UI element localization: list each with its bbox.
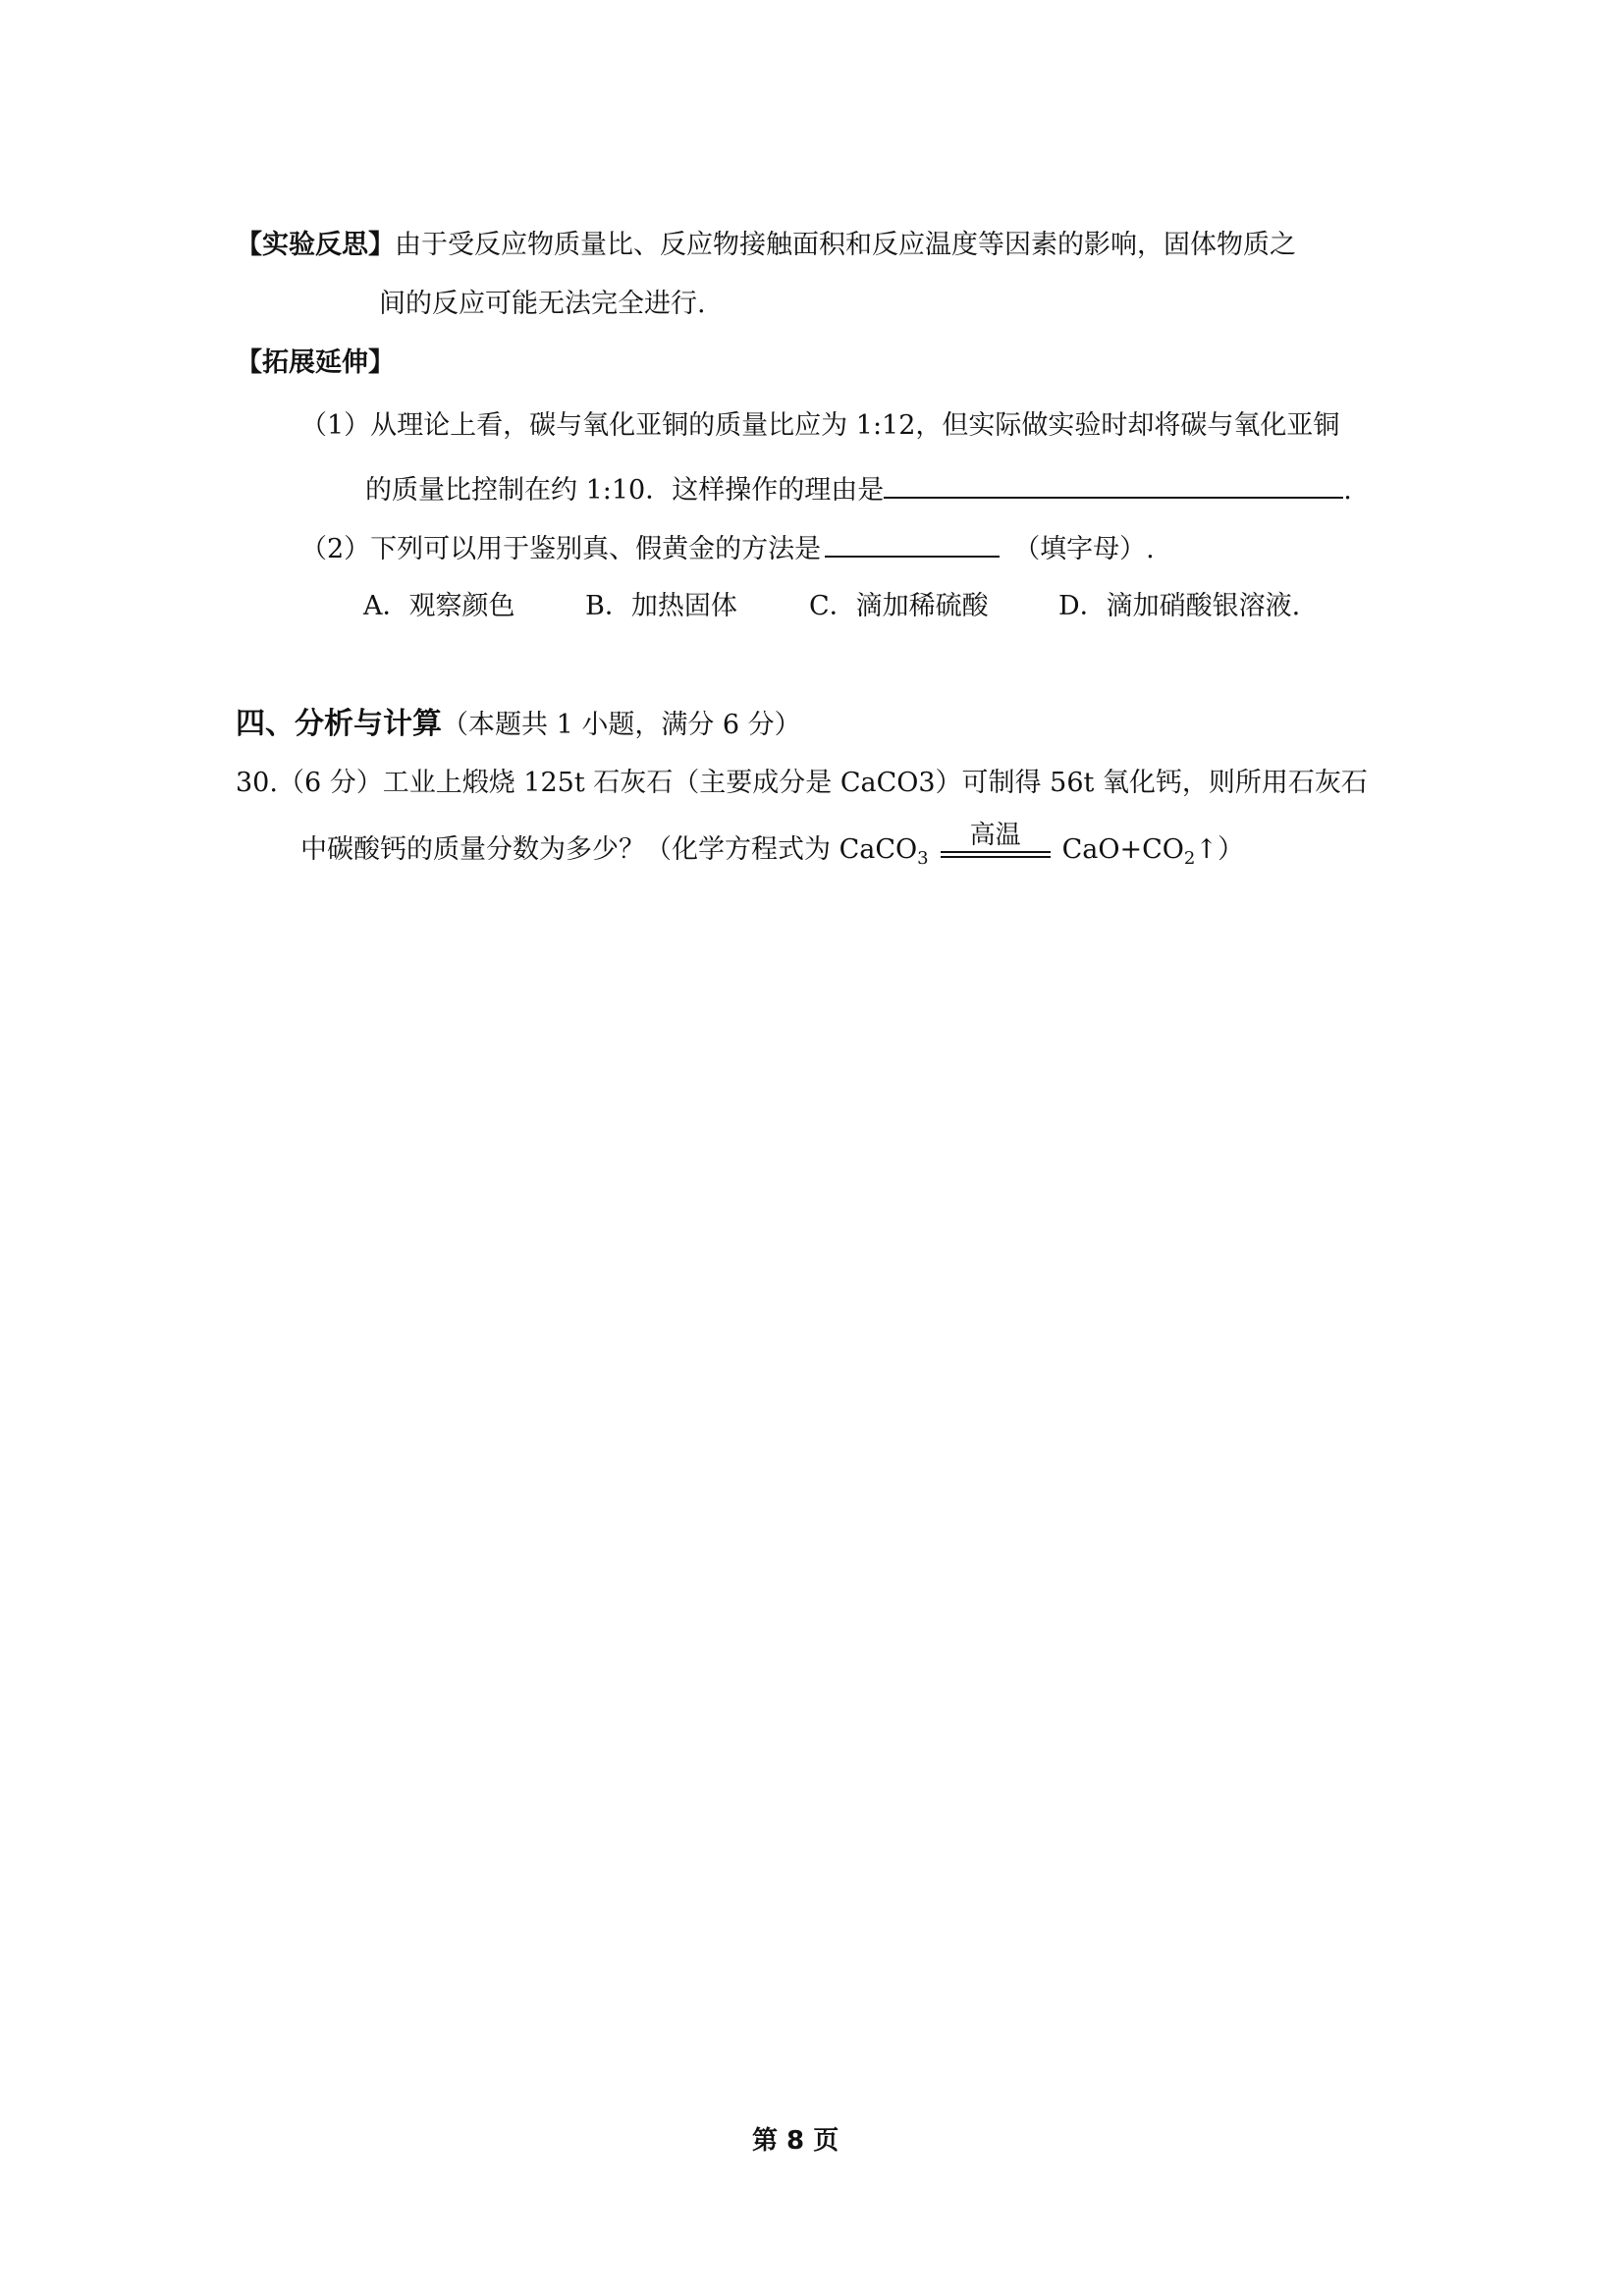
extension-q1-line-2	[365, 467, 1352, 508]
section-4-note: （本题共 1 小题，满分 6 分）	[442, 710, 801, 740]
q30-sub-3: 3	[917, 848, 929, 869]
q30-sub-2: 2	[1183, 848, 1196, 869]
reaction-condition-label: 高温	[969, 820, 1021, 850]
q30-arrow: ↑）	[1195, 834, 1244, 865]
reflection-line-1	[236, 228, 1296, 263]
extension-q1-line-1: （1）从理论上看，碳与氧化亚铜的质量比应为 1:12，但实际做实验时却将碳与氧化亚铜	[300, 410, 1340, 441]
extension-q1-text: 的质量比控制在约 1:10．这样操作的理由是	[365, 475, 885, 506]
q30-text: 中碳酸钙的质量分数为多少？（化学方程式为 CaCO	[300, 834, 918, 865]
extension-q2-text: （2）下列可以用于鉴别真、假黄金的方法是	[300, 534, 822, 564]
section-4-title: 四、分析与计算	[236, 707, 442, 741]
q30-product: CaO+CO	[1061, 834, 1184, 865]
reflection-text-2: 间的反应可能无法完全进行.	[379, 289, 706, 319]
answer-blank-q1[interactable]	[884, 467, 1343, 499]
q30-line-1: 30.（6 分）工业上煅烧 125t 石灰石（主要成分是 CaCO3）可制得 56t 氧化钙，则所用石灰石	[236, 768, 1368, 798]
reaction-condition	[937, 820, 1055, 869]
option-a: A．观察颜色	[363, 591, 515, 621]
reflection-tag: 【实验反思】	[236, 230, 395, 260]
q30-line-2	[300, 820, 1244, 877]
page-number: 第 8 页	[752, 2126, 839, 2156]
equation-bar-top	[941, 851, 1051, 853]
option-b: B．加热固体	[585, 591, 737, 621]
answer-blank-q2[interactable]	[825, 526, 1000, 558]
reflection-text-1: 由于受反应物质量比、反应物接触面积和反应温度等因素的影响，固体物质之	[395, 230, 1296, 260]
extension-q2-line	[300, 526, 1155, 567]
option-c: C．滴加稀硫酸	[809, 591, 989, 621]
section-4-heading	[236, 705, 801, 745]
option-d: D．滴加硝酸银溶液.	[1058, 591, 1301, 621]
extension-q2-end: （填字母）.	[1013, 534, 1155, 564]
equation-bar-bottom	[941, 856, 1051, 858]
extension-tag: 【拓展延伸】	[236, 347, 395, 378]
extension-q1-end: .	[1343, 475, 1352, 506]
